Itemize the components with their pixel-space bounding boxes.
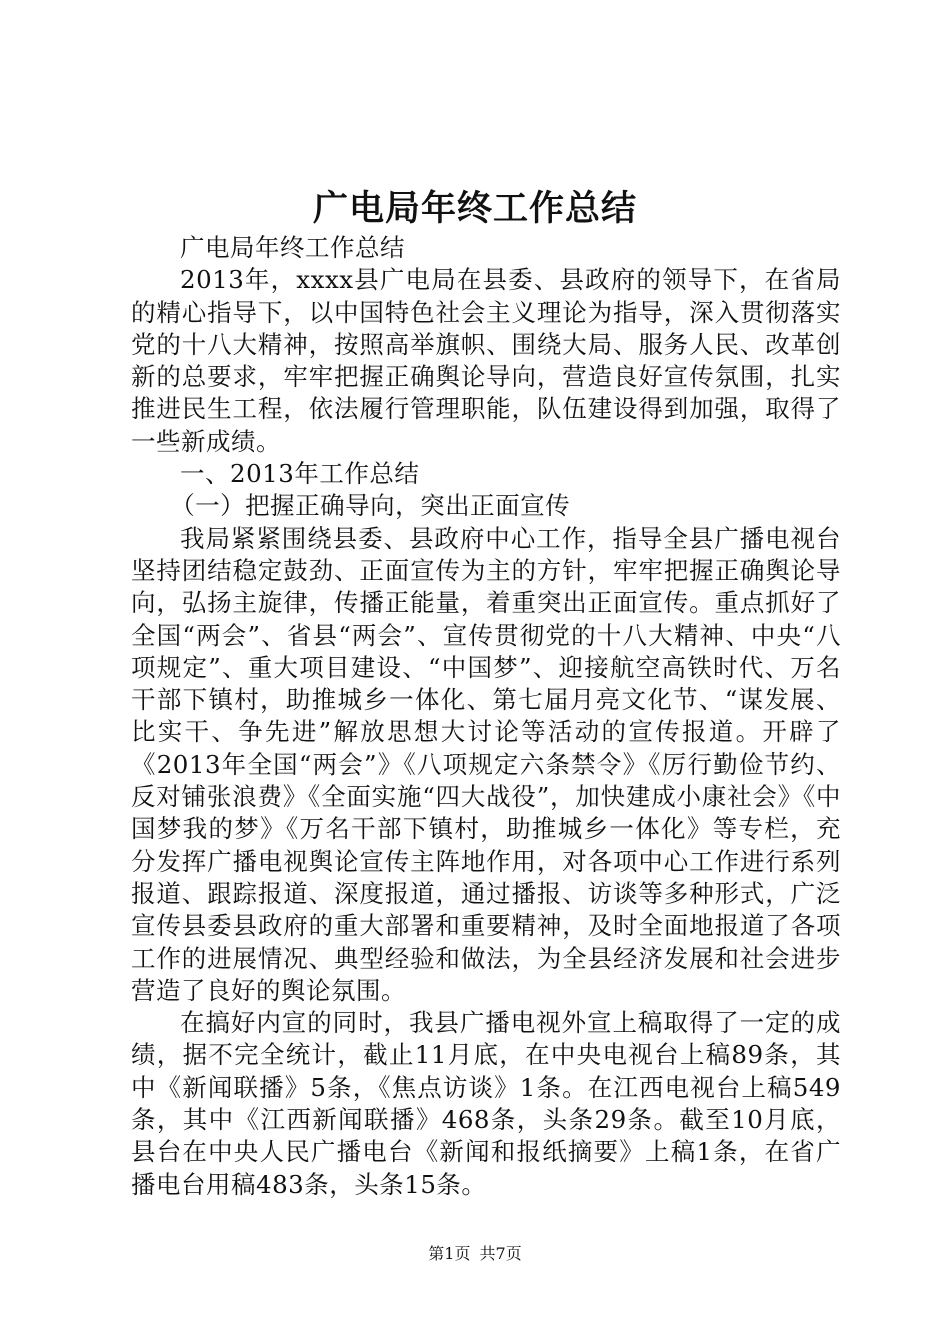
paragraph-intro: 2013年，xxxx县广电局在县委、县政府的领导下，在省局的精心指导下，以中国特色社会主义理论为指导，深入贯彻落实党的十八大精神，按照高举旗帜、围绕大局、服务人民、改革创新的总要求，牢牢把握正确舆论导向，营造良好宣传氛围，扎实推进民生工程，依法履行管理职能，队伍建设得到加强，取得了一些新成绩。 (131, 265, 841, 456)
document-title: 广电局年终工作总结 (312, 188, 637, 229)
document-body (131, 232, 841, 1201)
page-number: 第1页 (428, 1244, 471, 1263)
paragraph-publicity: 我局紧紧围绕县委、县政府中心工作，指导全县广播电视台坚持团结稳定鼓劲、正面宣传为主的方针，牢牢把握正确舆论导向，弘扬主旋律，传播正能量，着重突出正面宣传。重点抓好了全国“两会”、省县“两会”、宣传贯彻党的十八大精神、中央“八项规定”、重大项目建设、“中国梦”、迎接航空高铁时代、万名干部下镇村，助推城乡一体化、第七届月亮文化节、“谋发展、比实干、争先进”解放思想大讨论等活动的宣传报道。开辟了《2013年全国“两会”》《八项规定六条禁令》《厉行勤俭节约、反对铺张浪费》《全面实施“四大战役”，加快建成小康社会》《中国梦我的梦》《万名干部下镇村，助推城乡一体化》等专栏，充分发挥广播电视舆论宣传主阵地作用，对各项中心工作进行系列报道、跟踪报道、深度报道，通过播报、访谈等多种形式，广泛宣传县委县政府的重大部署和重要精神，及时全面地报道了各项工作的进展情况、典型经验和做法，为全县经济发展和社会进步营造了良好的舆论氛围。 (131, 523, 841, 1005)
paragraph-external-publicity: 在搞好内宣的同时，我县广播电视外宣上稿取得了一定的成绩，据不完全统计，截止11月底，在中央电视台上稿89条，其中《新闻联播》5条，《焦点访谈》1条。在江西电视台上稿549条，其中《江西新闻联播》468条，头条29条。截至10月底，县台在中央人民广播电台《新闻和报纸摘要》上稿1条，在省广播电台用稿483条，头条15条。 (131, 1008, 841, 1199)
subsection-heading: （一）把握正确导向，突出正面宣传 (170, 491, 571, 521)
page-footer (0, 1243, 950, 1265)
page-total: 共7页 (479, 1244, 522, 1263)
section-heading: 一、2013年工作总结 (180, 459, 420, 489)
paragraph-heading: 广电局年终工作总结 (180, 233, 405, 262)
